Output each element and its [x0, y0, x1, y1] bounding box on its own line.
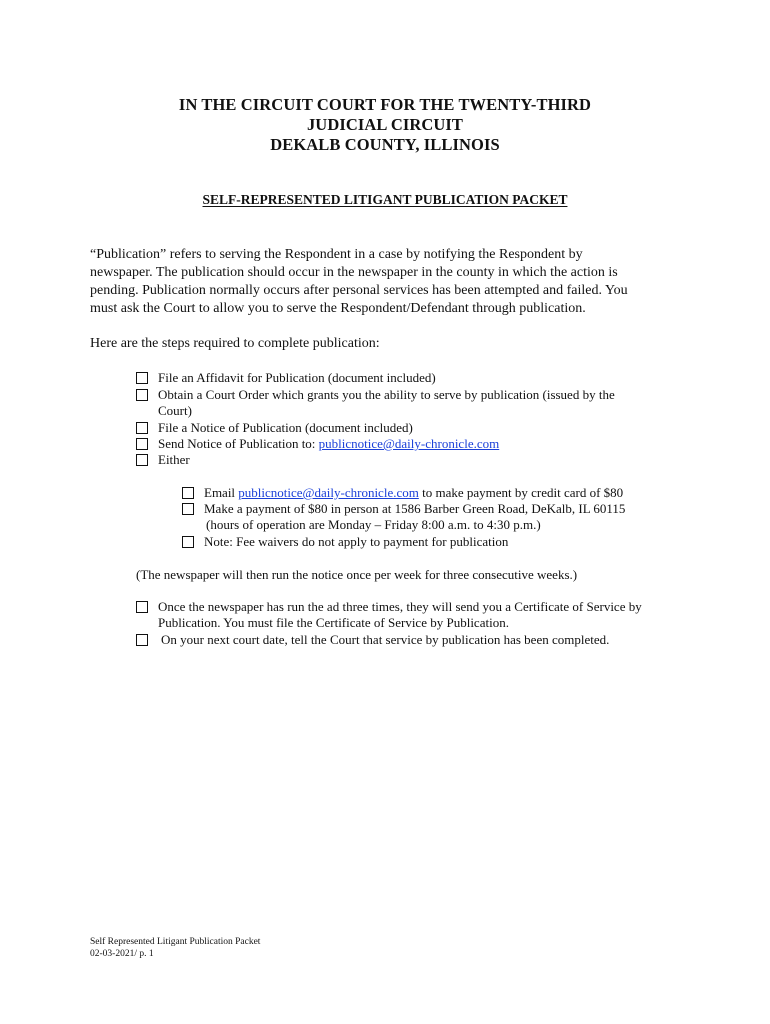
final-step-certificate-label: Once the newspaper has run the ad three times, they will send you a Certificate of Service by [158, 599, 642, 614]
final-step-court-date-label: On your next court date, tell the Court that service by publication has been completed. [161, 632, 610, 647]
step-either [136, 452, 190, 468]
payment-email [182, 485, 623, 501]
final-step-certificate-checkbox[interactable] [136, 601, 148, 613]
final-step-certificate-label-cont: Publication. You must file the Certificate of Service by Publication. [158, 615, 509, 630]
footer-title: Self Represented Litigant Publication Packet [90, 937, 261, 947]
final-step-court-date [136, 632, 609, 648]
payment-in-person-checkbox[interactable] [182, 503, 194, 515]
step-affidavit-label: File an Affidavit for Publication (document included) [158, 370, 436, 385]
intro-line-3: pending. Publication normally occurs after personal services has been attempted and failed. You [90, 283, 628, 298]
step-court-order [136, 387, 615, 419]
step-court-order-checkbox[interactable] [136, 389, 148, 401]
payment-email-suffix: to make payment by credit card of $80 [418, 485, 624, 500]
payment-hours: (hours of operation are Monday – Friday 8:00 a.m. to 4:30 p.m.) [206, 517, 541, 532]
payment-email-prefix: Email [204, 485, 239, 500]
heading-line-3: DEKALB COUNTY, ILLINOIS [270, 135, 500, 154]
payment-email-label [182, 485, 623, 501]
send-notice-email-link[interactable]: publicnotice@daily-chronicle.com [318, 436, 500, 451]
court-heading [0, 95, 770, 155]
packet-title [0, 192, 770, 208]
step-affidavit-checkbox[interactable] [136, 372, 148, 384]
intro-line-1: “Publication” refers to serving the Respondent in a case by notifying the Respondent by [90, 247, 583, 262]
steps-intro: Here are the steps required to complete publication: [90, 336, 380, 351]
step-affidavit [136, 370, 436, 386]
step-send-notice-label [136, 436, 499, 452]
page-footer [90, 936, 260, 960]
step-notice-label: File a Notice of Publication (document included) [158, 420, 413, 435]
intro-paragraph [90, 246, 690, 318]
final-step-court-date-checkbox[interactable] [136, 634, 148, 646]
step-either-checkbox[interactable] [136, 454, 148, 466]
payment-email-checkbox[interactable] [182, 487, 194, 499]
step-send-notice [136, 436, 499, 452]
intro-line-4: must ask the Court to allow you to serve the Respondent/Defendant through publication. [90, 301, 586, 316]
payment-in-person [182, 501, 625, 533]
footer-page-number: 02-03-2021/ p. 1 [90, 949, 154, 959]
step-notice-checkbox[interactable] [136, 422, 148, 434]
heading-line-2: JUDICIAL CIRCUIT [306, 115, 464, 134]
step-court-order-label: Obtain a Court Order which grants you the ability to serve by publication (issued by the [158, 387, 615, 402]
payment-email-link[interactable]: publicnotice@daily-chronicle.com [238, 485, 419, 500]
payment-note-label: Note: Fee waivers do not apply to payment for publication [204, 534, 509, 549]
payment-note [182, 534, 508, 550]
heading-line-1: IN THE CIRCUIT COURT FOR THE TWENTY-THIRD [178, 95, 592, 114]
step-court-order-label-cont: Court) [158, 403, 192, 418]
payment-in-person-label: Make a payment of $80 in person at 1586 Barber Green Road, DeKalb, IL 60115 [204, 501, 626, 516]
step-send-notice-checkbox[interactable] [136, 438, 148, 450]
intro-line-2: newspaper. The publication should occur in the newspaper in the county in which the action is [90, 265, 618, 280]
step-send-notice-prefix: Send Notice of Publication to: [158, 436, 319, 451]
final-step-certificate [136, 599, 642, 631]
step-either-label: Either [158, 452, 190, 467]
payment-note-checkbox[interactable] [182, 536, 194, 548]
step-notice [136, 420, 413, 436]
packet-title-text: SELF-REPRESENTED LITIGANT PUBLICATION PACKET [202, 192, 568, 207]
run-note: (The newspaper will then run the notice once per week for three consecutive weeks.) [136, 567, 578, 582]
